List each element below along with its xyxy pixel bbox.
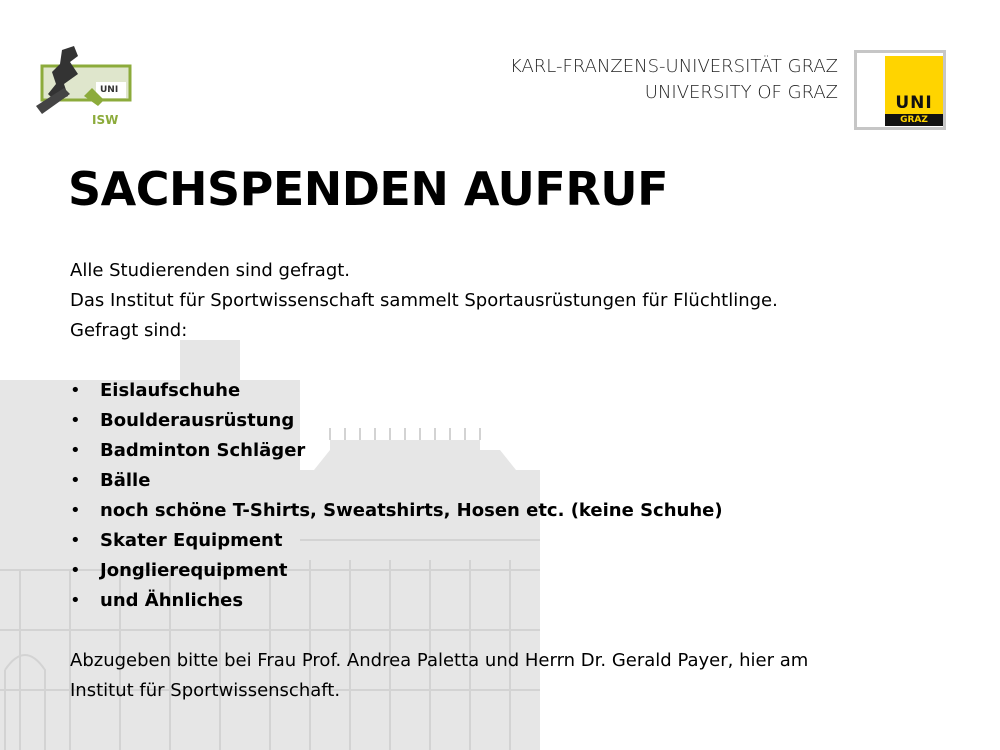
page-title: SACHSPENDEN AUFRUF (68, 162, 669, 216)
bullet-icon: • (70, 560, 81, 581)
footer-line: Institut für Sportwissenschaft. (70, 680, 341, 701)
list-item (70, 526, 950, 556)
list-item-label: noch schöne T-Shirts, Sweatshirts, Hosen etc. (keine Schuhe) (100, 500, 723, 521)
list-item-label: Boulderausrüstung (100, 410, 295, 431)
list-item (70, 436, 950, 466)
bullet-icon: • (70, 410, 81, 431)
uni-graz-logo (854, 50, 946, 130)
list-item-label: Skater Equipment (100, 530, 283, 551)
list-item (70, 406, 950, 436)
uni-graz-logo-uni: UNI (895, 93, 933, 113)
list-item-label: Badminton Schläger (100, 440, 306, 461)
list-item-label: Jonglierequipment (100, 560, 288, 581)
university-name (510, 54, 838, 106)
footer-line: Abzugeben bitte bei Frau Prof. Andrea Paletta und Herrn Dr. Gerald Payer, hier am (70, 650, 809, 671)
list-item (70, 556, 950, 586)
list-item (70, 376, 950, 406)
bullet-icon: • (70, 380, 81, 401)
list-item (70, 586, 950, 616)
list-item (70, 466, 950, 496)
svg-text:UNI: UNI (100, 85, 119, 95)
list-item-label: und Ähnliches (100, 590, 244, 611)
uni-graz-logo-graz: GRAZ (885, 114, 943, 126)
body-text (70, 256, 950, 706)
bullet-icon: • (70, 500, 81, 521)
donation-items-list (70, 376, 950, 616)
bullet-icon: • (70, 530, 81, 551)
svg-text:ISW: ISW (92, 113, 119, 127)
university-name-en: UNIVERSITY OF GRAZ (644, 82, 838, 103)
intro-line: Gefragt sind: (70, 320, 188, 341)
institute-logo (34, 44, 134, 134)
intro-line: Das Institut für Sportwissenschaft sammelt Sportausrüstungen für Flüchtlinge. (70, 290, 778, 311)
list-item-label: Eislaufschuhe (100, 380, 241, 401)
list-item-label: Bälle (100, 470, 151, 491)
bullet-icon: • (70, 470, 81, 491)
bullet-icon: • (70, 440, 81, 461)
university-name-de: KARL-FRANZENS-UNIVERSITÄT GRAZ (510, 56, 838, 77)
uni-graz-logo-yellow-block (885, 56, 943, 126)
bullet-icon: • (70, 590, 81, 611)
intro-line: Alle Studierenden sind gefragt. (70, 260, 351, 281)
list-item (70, 496, 950, 526)
